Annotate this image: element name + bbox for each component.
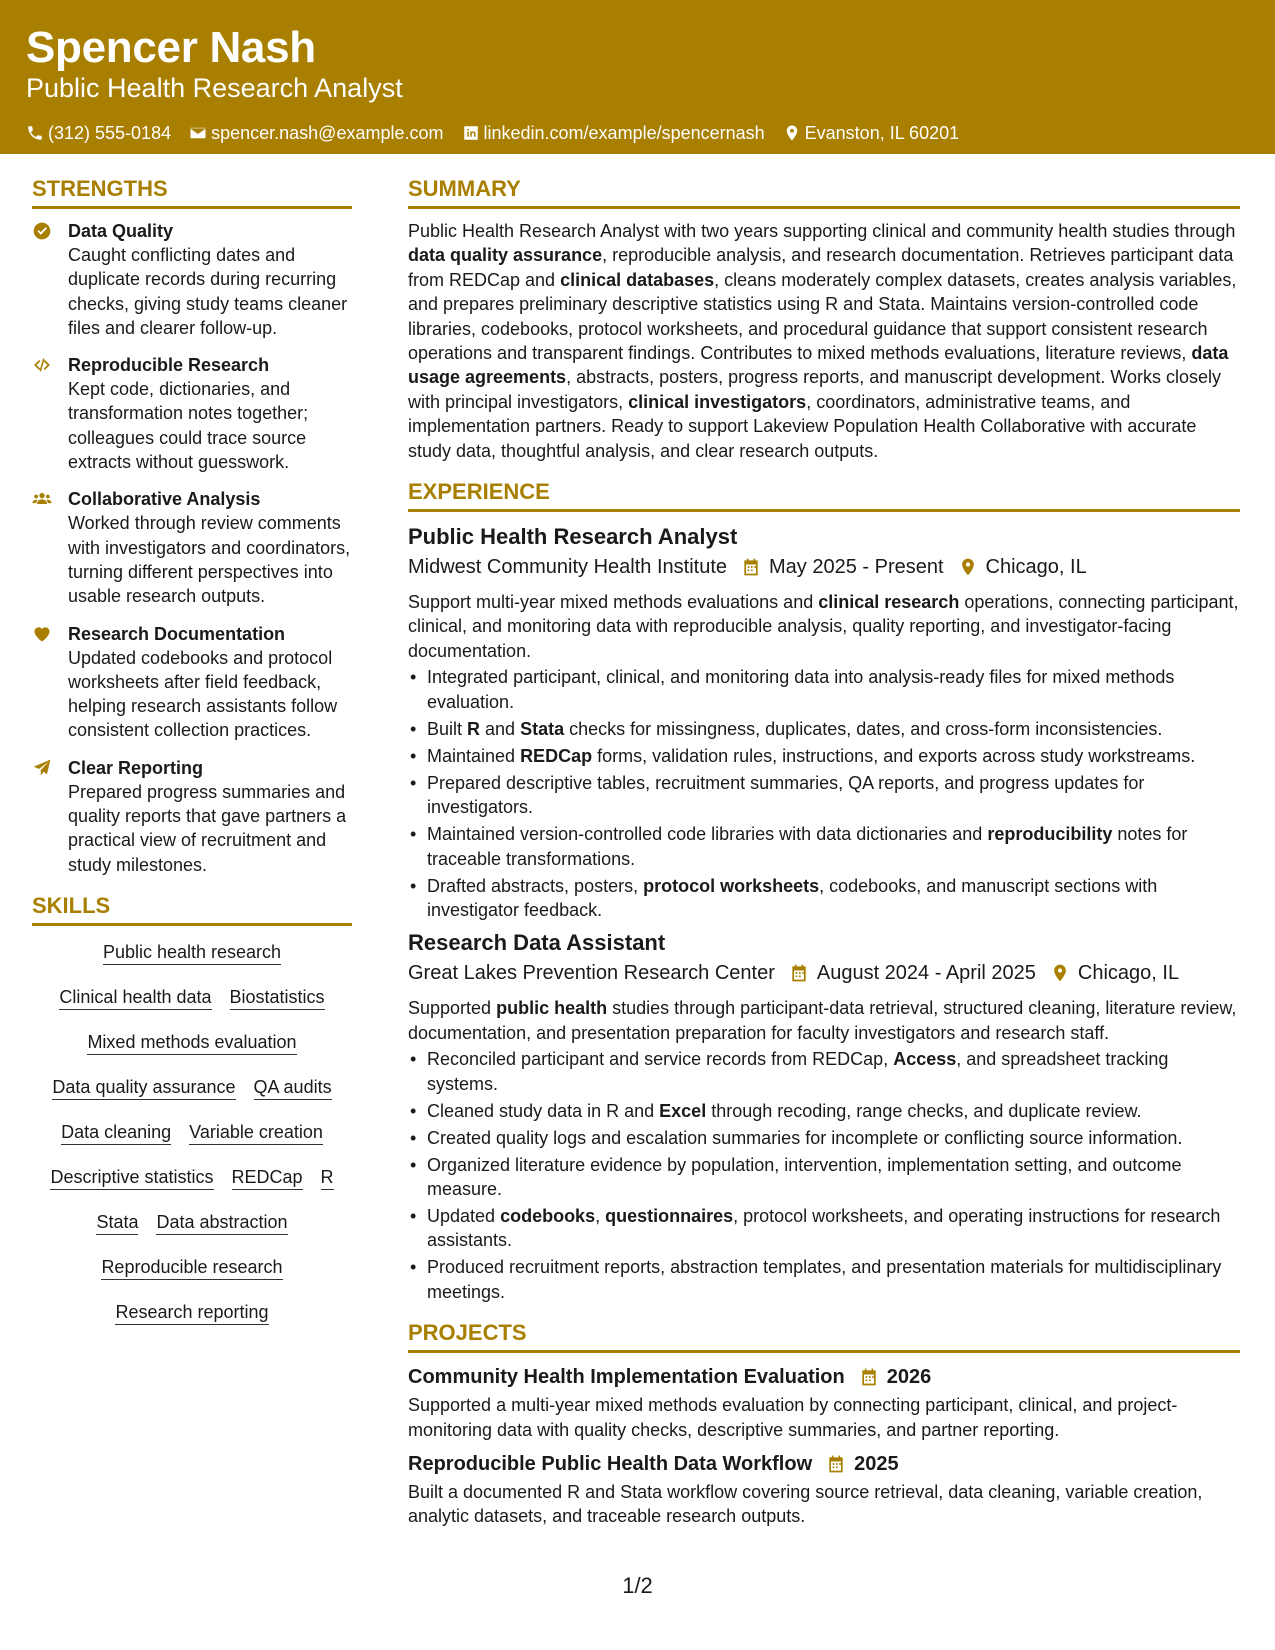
job-meta	[408, 958, 1240, 988]
job-title: Public Health Research Analyst	[408, 524, 738, 550]
paper-plane-icon	[32, 758, 52, 778]
job-bullets	[408, 1047, 1240, 1304]
skills-heading: SKILLS	[32, 891, 352, 926]
text-run: studies through participant-data retrieval, structured cleaning, literature review, documentation, and presentation preparation for faculty investigators and research staff.	[408, 998, 1237, 1043]
skill-tag: REDCap	[232, 1165, 303, 1190]
emphasis-text: clinical investigators	[628, 391, 807, 412]
linkedin-link[interactable]: linkedin.com/example/spencernash	[483, 123, 765, 143]
skill-tag: Reproducible research	[101, 1255, 282, 1280]
text-run: , coordinators, administrative teams, and implementation partners. Ready to support Lakeview Population Health Collaborative with accurate study data, thoughtful analysis, and clear research outputs.	[408, 391, 1197, 461]
text-run: Cleaned study data in R and	[427, 1100, 660, 1121]
check-circle-icon	[32, 221, 52, 241]
bullet-item	[408, 1153, 1240, 1202]
text-run: Created quality logs and escalation summaries for incomplete or conflicting source information.	[427, 1127, 1183, 1148]
projects-heading: PROJECTS	[408, 1318, 1240, 1353]
text-run: ,	[595, 1205, 606, 1226]
phone-text: (312) 555-0184	[48, 123, 172, 143]
strength-title: Data Quality	[68, 221, 174, 241]
experience-heading: EXPERIENCE	[408, 477, 1240, 512]
project-header	[408, 1363, 1240, 1391]
candidate-name: Spencer Nash	[26, 23, 316, 72]
text-run: checks for missingness, duplicates, dates, and cross-form inconsistencies.	[564, 718, 1163, 739]
contact-linkedin[interactable]	[462, 122, 765, 144]
calendar-icon	[789, 963, 809, 983]
strength-item	[32, 219, 352, 340]
right-column	[408, 174, 1240, 1537]
summary-heading: SUMMARY	[408, 174, 1240, 209]
text-run: , abstracts, posters, progress reports, and manuscript development. Works closely with principal investigators,	[408, 367, 1222, 412]
skill-tag: Mixed methods evaluation	[87, 1030, 296, 1055]
emphasis-text: clinical research	[818, 592, 960, 613]
bullet-item	[408, 1255, 1240, 1304]
skill-tag: Clinical health data	[59, 985, 211, 1010]
strength-desc: Prepared progress summaries and quality reports that gave partners a practical view of recruitment and study milestones.	[68, 781, 347, 875]
strength-desc: Kept code, dictionaries, and transformation notes together; colleagues could trace source extracts without guesswork.	[68, 379, 309, 473]
emphasis-text: Stata	[520, 718, 565, 739]
heart-icon	[32, 624, 52, 644]
skill-tag: Descriptive statistics	[50, 1165, 213, 1190]
emphasis-text: REDCap	[520, 745, 593, 766]
project-year: 2026	[886, 1366, 932, 1389]
text-run: and	[480, 718, 521, 739]
left-column	[32, 174, 352, 1345]
job-meta	[408, 552, 1240, 582]
text-run: Maintained	[427, 745, 521, 766]
text-run: Supported	[408, 998, 497, 1019]
job-org: Midwest Community Health Institute	[408, 556, 728, 579]
strength-item	[32, 756, 352, 877]
bullet-item	[408, 771, 1240, 820]
skill-tag: Variable creation	[189, 1120, 323, 1145]
text-run: operations, connecting participant, clinical, and monitoring data with reproducible analysis, quality reporting, and investigator-facing documentation.	[408, 592, 1239, 661]
resume-header	[0, 0, 1275, 154]
project-entry	[408, 1363, 1240, 1442]
emphasis-text: data quality assurance	[408, 245, 603, 266]
calendar-icon	[741, 557, 761, 577]
skills-list	[32, 936, 352, 1345]
strength-title: Reproducible Research	[68, 355, 270, 376]
map-pin-icon	[783, 124, 801, 142]
job-org: Great Lakes Prevention Research Center	[408, 962, 775, 985]
text-run: notes for traceable transformations.	[427, 824, 1188, 869]
project-entry	[408, 1450, 1240, 1529]
text-run: , and spreadsheet tracking systems.	[427, 1049, 1169, 1094]
text-run: Integrated participant, clinical, and monitoring data into analysis-ready files for mixed methods evaluation.	[427, 667, 1175, 712]
linkedin-icon	[462, 124, 480, 142]
map-pin-icon	[1050, 963, 1070, 983]
contact-location	[783, 122, 959, 144]
location-text: Evanston, IL 60201	[804, 123, 960, 143]
project-title: Community Health Implementation Evaluation	[408, 1366, 845, 1389]
skill-tag: Data quality assurance	[52, 1075, 235, 1100]
text-run: Produced recruitment reports, abstraction templates, and presentation materials for multidisciplinary meetings.	[427, 1257, 1222, 1302]
strength-title: Clear Reporting	[68, 757, 204, 778]
text-run: Drafted abstracts, posters,	[427, 875, 644, 896]
job-intro	[408, 590, 1240, 663]
job-bullets	[408, 665, 1240, 922]
contact-bar	[26, 122, 1249, 144]
code-icon	[32, 355, 52, 375]
calendar-icon	[859, 1367, 879, 1387]
text-run: through recoding, range checks, and duplicate review.	[706, 1100, 1142, 1121]
envelope-icon	[189, 124, 207, 142]
bullet-item	[408, 874, 1240, 923]
skill-tag: Public health research	[103, 940, 281, 965]
strength-desc: Caught conflicting dates and duplicate records during recurring checks, giving study teams cleaner files and clearer follow-up.	[68, 245, 348, 338]
strength-item	[32, 353, 352, 474]
text-run: , cleans moderately complex datasets, creates analysis variables, and prepares preliminary descriptive statistics using R and Stata. Maintains version-controlled code libraries, codebooks, protocol worksheets, and procedural guidance that support consistent research operations and transparent findings. Contributes to mixed methods evaluations, literature reviews,	[408, 269, 1237, 364]
emphasis-text: R	[467, 718, 481, 739]
text-run: , reproducible analysis, and research documentation. Retrieves participant data from REDCap and	[408, 245, 1234, 290]
job-dates: May 2025 - Present	[769, 556, 944, 579]
text-run: Reconciled participant and service records from REDCap,	[427, 1049, 894, 1070]
project-desc: Built a documented R and Stata workflow covering source retrieval, data cleaning, variable creation, analytic datasets, and traceable research outputs.	[408, 1481, 1203, 1527]
text-run: Prepared descriptive tables, recruitment summaries, QA reports, and progress updates for investigators.	[427, 772, 1145, 818]
bullet-item	[408, 1047, 1240, 1096]
bullet-item	[408, 744, 1240, 768]
job-entry	[408, 522, 1240, 922]
text-run: Built	[427, 718, 468, 739]
strength-item	[32, 622, 352, 743]
summary-text	[408, 219, 1240, 463]
bullet-item	[408, 665, 1240, 714]
emphasis-text: reproducibility	[987, 824, 1113, 845]
bullet-item	[408, 1126, 1240, 1150]
text-run: Support multi-year mixed methods evaluations and	[408, 592, 819, 613]
bullet-item	[408, 717, 1240, 741]
strength-desc: Worked through review comments with investigators and coordinators, turning different perspectives into usable research outputs.	[68, 513, 351, 607]
strength-title: Research Documentation	[68, 623, 286, 644]
emphasis-text: protocol worksheets	[643, 875, 820, 896]
emphasis-text: questionnaires	[605, 1205, 734, 1226]
strength-title: Collaborative Analysis	[68, 489, 261, 510]
text-run: Public Health Research Analyst with two years supporting clinical and community health studies through	[408, 221, 1236, 241]
candidate-title: Public Health Research Analyst	[26, 73, 403, 103]
text-run: forms, validation rules, instructions, and exports across study workstreams.	[592, 745, 1196, 766]
text-run: Maintained version-controlled code libraries with data dictionaries and	[427, 824, 988, 845]
project-desc: Supported a multi-year mixed methods evaluation by connecting participant, clinical, and project-monitoring data with quality checks, descriptive summaries, and partner reporting.	[408, 1395, 1178, 1440]
job-intro	[408, 996, 1240, 1045]
job-location: Chicago, IL	[1077, 962, 1180, 985]
phone-icon	[26, 124, 44, 142]
job-entry	[408, 928, 1240, 1304]
emphasis-text: public health	[496, 998, 608, 1019]
email-link[interactable]: spencer.nash@example.com	[211, 123, 444, 143]
text-run: Updated	[427, 1205, 501, 1226]
bullet-item	[408, 1099, 1240, 1123]
page-number: 1/2	[622, 1573, 653, 1598]
calendar-icon	[826, 1454, 846, 1474]
skill-tag: Research reporting	[115, 1300, 268, 1325]
emphasis-text: clinical databases	[560, 269, 715, 290]
text-run: Organized literature evidence by population, intervention, implementation setting, and outcome measure.	[427, 1154, 1182, 1199]
contact-phone	[26, 122, 171, 144]
job-dates: August 2024 - April 2025	[816, 962, 1036, 985]
project-title: Reproducible Public Health Data Workflow	[408, 1452, 813, 1475]
strength-item	[32, 487, 352, 608]
skill-tag: R	[321, 1165, 334, 1190]
bullet-item	[408, 1204, 1240, 1253]
strength-desc: Updated codebooks and protocol worksheets after field feedback, helping research assistants follow consistent collection practices.	[68, 647, 338, 741]
project-header	[408, 1450, 1240, 1478]
job-title: Research Data Assistant	[408, 930, 666, 956]
text-run: , protocol worksheets, and operating instructions for research assistants.	[427, 1205, 1221, 1251]
strengths-heading: STRENGTHS	[32, 174, 352, 209]
skill-tag: Data cleaning	[61, 1120, 171, 1145]
skill-tag: Data abstraction	[156, 1210, 287, 1235]
emphasis-text: codebooks	[500, 1205, 596, 1226]
skill-tag: QA audits	[254, 1075, 332, 1100]
job-location: Chicago, IL	[985, 556, 1087, 579]
map-pin-icon	[958, 557, 978, 577]
emphasis-text: data usage agreements	[408, 343, 1229, 388]
bullet-item	[408, 822, 1240, 871]
contact-email[interactable]	[189, 122, 443, 144]
users-icon	[32, 489, 52, 509]
skill-tag: Stata	[96, 1210, 138, 1235]
emphasis-text: Excel	[659, 1100, 707, 1121]
text-run: , codebooks, and manuscript sections with investigator feedback.	[427, 875, 1158, 920]
skill-tag: Biostatistics	[230, 985, 325, 1010]
emphasis-text: Access	[893, 1049, 957, 1070]
project-year: 2025	[854, 1452, 899, 1475]
